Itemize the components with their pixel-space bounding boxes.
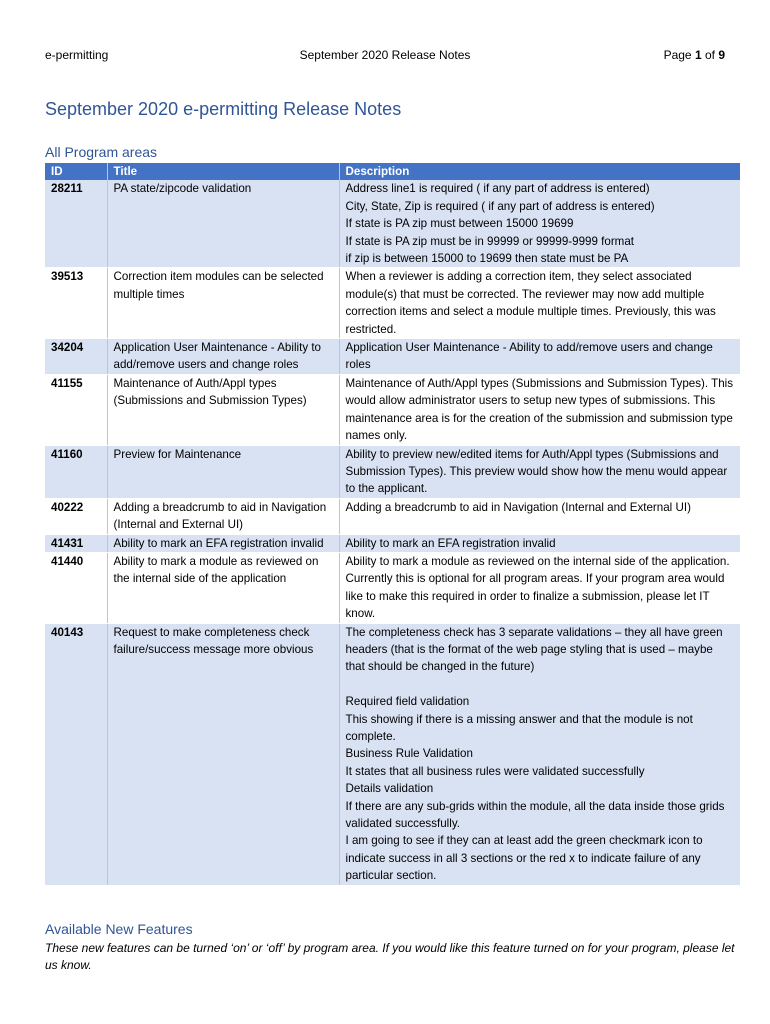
row-id: 41160 bbox=[45, 445, 107, 498]
column-header-id: ID bbox=[45, 163, 107, 180]
header-left-text: e-permitting bbox=[45, 48, 109, 62]
row-title: Application User Maintenance - Ability to add/remove users and change roles bbox=[107, 339, 339, 375]
row-description: Ability to mark an EFA registration invalid bbox=[339, 534, 740, 552]
table-row bbox=[45, 180, 740, 268]
row-id: 40222 bbox=[45, 498, 107, 534]
section-title: All Program areas bbox=[45, 144, 158, 160]
row-id: 34204 bbox=[45, 339, 107, 375]
table-row bbox=[45, 374, 740, 445]
table-row bbox=[45, 552, 740, 623]
row-description: Ability to preview new/edited items for Auth/Appl types (Submissions and Submission Types). This preview would show how the menu would appear to the applicant. bbox=[339, 445, 740, 498]
row-id: 28211 bbox=[45, 180, 107, 268]
row-id: 39513 bbox=[45, 268, 107, 339]
row-description: Maintenance of Auth/Appl types (Submissions and Submission Types). This would allow administrator users to setup new types of submissions. This maintenance area is for the creation of the submission and submission type names only. bbox=[339, 374, 740, 445]
page-current: 1 bbox=[694, 48, 702, 62]
row-description: The completeness check has 3 separate validations – they all have green headers (that is the format of the web page styling that is used – maybe that should be changed in the future) Required field validation This showing if there is a missing answer and that the module is not complete. Business Rule Validation It states that all business rules were validated successfully Details validation If there are any sub-grids within the module, all the data inside those grids validated successfully. I am going to see if they can at least add the green checkmark icon to indicate success in all 3 sections or the red x to indicate failure of any particular section. bbox=[339, 623, 740, 885]
table-row bbox=[45, 498, 740, 534]
table-row bbox=[45, 534, 740, 552]
row-id: 41155 bbox=[45, 374, 107, 445]
column-header-description: Description bbox=[339, 163, 740, 180]
row-title: Request to make completeness check failure/success message more obvious bbox=[107, 623, 339, 885]
row-description: Adding a breadcrumb to aid in Navigation (Internal and External UI) bbox=[339, 498, 740, 534]
page-total: 9 bbox=[718, 48, 725, 62]
row-title: Preview for Maintenance bbox=[107, 445, 339, 498]
row-id: 41431 bbox=[45, 534, 107, 552]
table-header-row bbox=[45, 163, 740, 180]
row-id: 41440 bbox=[45, 552, 107, 623]
row-description: Address line1 is required ( if any part of address is entered) City, State, Zip is required ( if any part of address is entered) If state is PA zip must between 15000 19699 If state is PA zip must be in 99999 or 99999-9999 format if zip is between 15000 to 19699 then state must be PA bbox=[339, 180, 740, 268]
table-row bbox=[45, 339, 740, 375]
release-notes-table bbox=[45, 163, 740, 886]
table-row bbox=[45, 623, 740, 885]
row-title: Correction item modules can be selected multiple times bbox=[107, 268, 339, 339]
features-section-title: Available New Features bbox=[45, 921, 193, 937]
row-id: 40143 bbox=[45, 623, 107, 885]
row-description: Application User Maintenance - Ability to add/remove users and change roles bbox=[339, 339, 740, 375]
column-header-title: Title bbox=[107, 163, 339, 180]
table-row bbox=[45, 445, 740, 498]
page-prefix: Page bbox=[663, 48, 695, 62]
row-title: Adding a breadcrumb to aid in Navigation (Internal and External UI) bbox=[107, 498, 339, 534]
header-center-text: September 2020 Release Notes bbox=[299, 48, 471, 62]
page-of: of bbox=[701, 48, 719, 62]
row-title: Ability to mark a module as reviewed on the internal side of the application bbox=[107, 552, 339, 623]
row-title: PA state/zipcode validation bbox=[107, 180, 339, 268]
row-description: Ability to mark a module as reviewed on the internal side of the application. Currently this is optional for all program areas. If your program area would like to make this required in order to finalize a submission, please let IT know. bbox=[339, 552, 740, 623]
table-row bbox=[45, 268, 740, 339]
header-page-number bbox=[664, 48, 725, 62]
page-header bbox=[45, 48, 725, 64]
row-description: When a reviewer is adding a correction item, they select associated module(s) that must be corrected. The reviewer may now add multiple correction items and select a module multiple times. Previously, this was restricted. bbox=[339, 268, 740, 339]
row-title: Maintenance of Auth/Appl types (Submissions and Submission Types) bbox=[107, 374, 339, 445]
features-description: These new features can be turned ‘on’ or ‘off’ by program area. If you would like this feature turned on for your program, please let us know. bbox=[45, 941, 735, 972]
document-title: September 2020 e-permitting Release Notes bbox=[45, 99, 402, 119]
row-title: Ability to mark an EFA registration invalid bbox=[107, 534, 339, 552]
